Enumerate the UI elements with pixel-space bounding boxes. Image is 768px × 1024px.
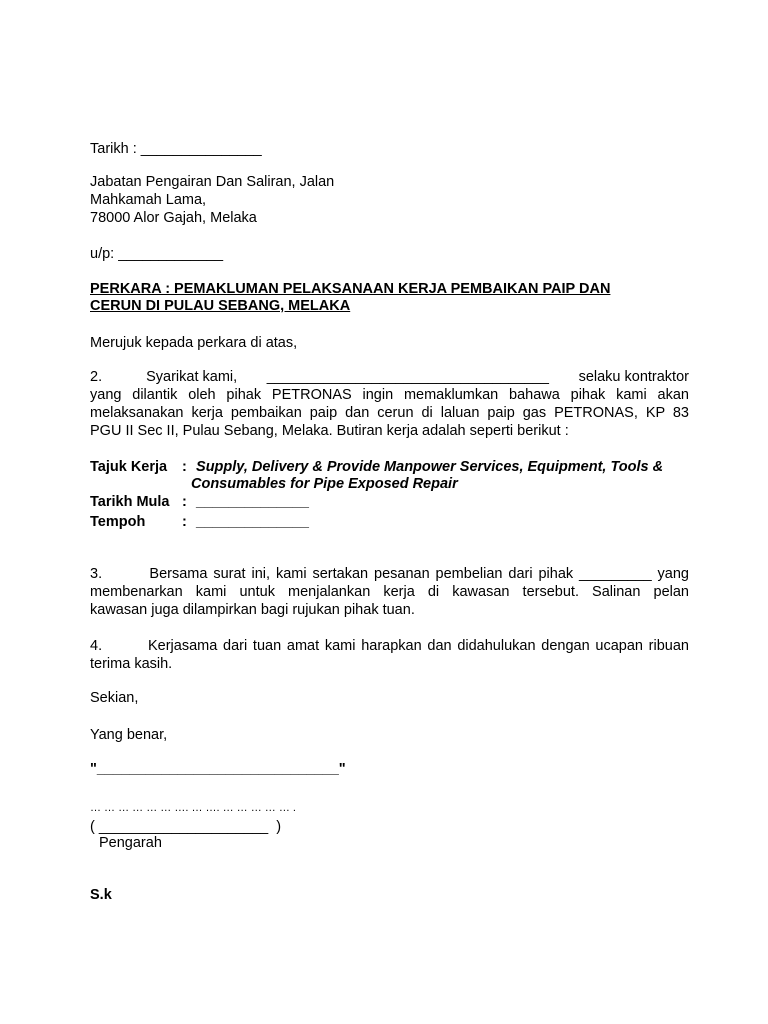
- work-title-value-2: Consumables for Pipe Exposed Repair: [191, 476, 458, 492]
- start-date-value: ______________: [196, 494, 309, 510]
- attention-line: u/p: _____________: [90, 246, 224, 262]
- duration-row: [90, 513, 309, 531]
- duration-label: Tempoh: [90, 514, 146, 530]
- start-date-label: Tarikh Mula: [90, 494, 170, 510]
- name-line: ( _____________________ ): [90, 819, 282, 835]
- position-title: Pengarah: [99, 835, 162, 851]
- para3-line-2: membenarkan kami untuk menjalankan kerja di kawasan tersebut. Salinan pelan: [90, 584, 689, 600]
- para2-line-4: PGU II Sec II, Pulau Sebang, Melaka. Butiran kerja adalah seperti berikut :: [90, 423, 569, 439]
- para3-line-1: 3. Bersama surat ini, kami sertakan pesanan pembelian dari pihak _________ yang: [90, 566, 689, 582]
- para2-contractor: selaku kontraktor: [578, 369, 689, 385]
- motto-line: "______________________________": [90, 761, 346, 777]
- start-date-colon: :: [182, 494, 187, 510]
- para2-line-2: yang dilantik oleh pihak PETRONAS ingin memaklumkan bahawa pihak kami akan: [90, 387, 689, 403]
- para2-intro: Syarikat kami,: [146, 369, 238, 385]
- reference-line: Merujuk kepada perkara di atas,: [90, 335, 298, 351]
- subject-line-1: PERKARA : PEMAKLUMAN PELAKSANAAN KERJA PEMBAIKAN PAIP DAN: [90, 281, 611, 297]
- closing: Sekian,: [90, 690, 139, 706]
- address-line-1: Jabatan Pengairan Dan Saliran, Jalan: [90, 174, 335, 190]
- para2-line-1: [90, 368, 689, 386]
- para2-line-3: melaksanakan kerja pembaikan paip dan cerun di laluan paip gas PETRONAS, KP 83: [90, 405, 689, 421]
- para2-number: 2.: [90, 369, 103, 385]
- work-title-colon: :: [182, 459, 187, 475]
- work-title-label: Tajuk Kerja: [90, 459, 168, 475]
- duration-value: ______________: [196, 514, 309, 530]
- duration-colon: :: [182, 514, 187, 530]
- address-line-3: 78000 Alor Gajah, Melaka: [90, 210, 257, 226]
- para4-line-2: terima kasih.: [90, 656, 173, 672]
- work-title-value-1: Supply, Delivery & Provide Manpower Services, Equipment, Tools &: [196, 459, 664, 475]
- carbon-copy: S.k: [90, 887, 112, 903]
- para3-line-3: kawasan juga dilampirkan bagi rujukan pihak tuan.: [90, 602, 415, 618]
- address-line-2: Mahkamah Lama,: [90, 192, 207, 208]
- start-date-row: [90, 493, 309, 511]
- signature-dots: … … … … … … …. … …. … … … … … .: [90, 802, 296, 814]
- contractor-blank: ___________________________________: [266, 369, 549, 385]
- sign-off: Yang benar,: [90, 727, 168, 743]
- work-title-row: [90, 458, 663, 476]
- para4-line-1: 4. Kerjasama dari tuan amat kami harapkan dan didahulukan dengan ucapan ribuan: [90, 638, 689, 654]
- date-line: Tarikh : _______________: [90, 141, 262, 157]
- subject-line-2: CERUN DI PULAU SEBANG, MELAKA: [90, 298, 351, 314]
